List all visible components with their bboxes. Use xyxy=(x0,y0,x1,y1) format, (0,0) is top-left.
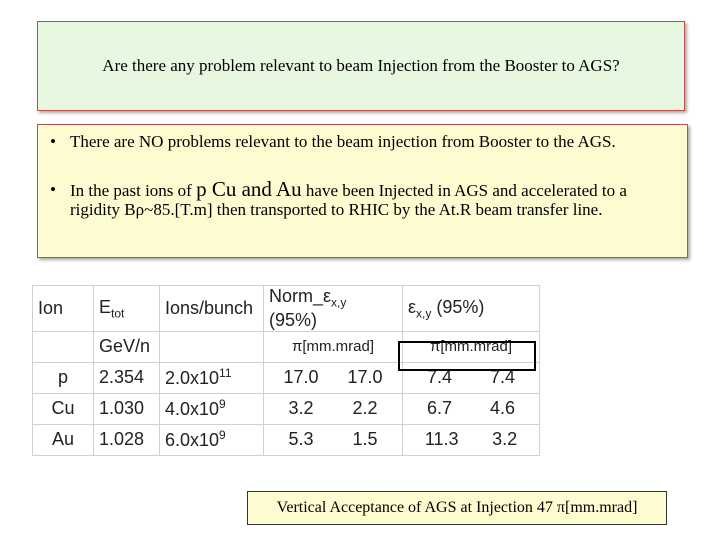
answer-box xyxy=(37,124,688,258)
acceptance-caption: Vertical Acceptance of AGS at Injection 47 π[mm.mrad] xyxy=(276,499,638,516)
bullet-2-ions: p Cu and Au xyxy=(196,177,302,201)
header-eps-sub: x,y xyxy=(416,306,432,321)
cell-energy: 2.354 xyxy=(94,362,160,393)
cell-ion: Cu xyxy=(33,393,94,424)
header-ions-bunch: Ions/bunch xyxy=(160,286,264,332)
table-row xyxy=(33,362,540,393)
table-row xyxy=(33,424,540,455)
cell-ion: p xyxy=(33,362,94,393)
cell-norm: 17.0 17.0 xyxy=(264,362,403,393)
table-unit-row xyxy=(33,331,540,362)
header-norm-suffix: (95%) xyxy=(269,309,318,330)
cell-ions-bunch: $2.0x10^{11}$ xyxy=(160,362,264,393)
cell-emittance: 7.4 7.4 xyxy=(403,362,540,393)
cell-energy: 1.028 xyxy=(94,424,160,455)
question-text: Are there any problem relevant to beam Injection from the Booster to AGS? xyxy=(102,56,620,75)
table-header-row xyxy=(33,286,540,332)
unit-emittance: π[mm.mrad] xyxy=(403,331,540,362)
cell-energy: 1.030 xyxy=(94,393,160,424)
header-energy-sub: tot xyxy=(111,306,125,321)
acceptance-caption-box xyxy=(247,491,667,525)
question-box xyxy=(37,21,685,111)
table-row xyxy=(33,393,540,424)
beam-parameter-table xyxy=(32,285,540,456)
bullet-2-text xyxy=(70,177,675,219)
unit-ion xyxy=(33,331,94,362)
header-eps-symbol: ε xyxy=(408,296,417,317)
header-emittance xyxy=(403,286,540,332)
cell-emittance: 6.7 4.6 xyxy=(403,393,540,424)
cell-norm: 3.2 2.2 xyxy=(264,393,403,424)
unit-energy: GeV/n xyxy=(94,331,160,362)
cell-emittance: 11.3 3.2 xyxy=(403,424,540,455)
bullet-2-pre: In the past ions of xyxy=(70,181,192,200)
unit-ions-bunch xyxy=(160,331,264,362)
bullet-2-marker: • xyxy=(50,180,56,199)
cell-norm: 5.3 1.5 xyxy=(264,424,403,455)
header-norm-symbol: Norm_ε xyxy=(269,286,332,306)
bullet-2-post: have been Injected in AGS and accelerated to a rigidity Bρ~85.[T.m] then transported to RHIC by the At.R beam transfer line. xyxy=(70,181,627,219)
header-norm-emittance xyxy=(264,286,403,332)
cell-ions-bunch: $4.0x10^9$ xyxy=(160,393,264,424)
bullet-1-marker: • xyxy=(50,132,56,151)
header-norm-sub: x,y xyxy=(331,295,347,310)
header-energy xyxy=(94,286,160,332)
cell-ion: Au xyxy=(33,424,94,455)
cell-ions-bunch: $6.0x10^9$ xyxy=(160,424,264,455)
header-eps-suffix: (95%) xyxy=(431,296,485,317)
header-energy-symbol: E xyxy=(99,296,112,317)
header-ion: Ion xyxy=(33,286,94,332)
unit-norm: π[mm.mrad] xyxy=(264,331,403,362)
bullet-1-text: There are NO problems relevant to the beam injection from Booster to the AGS. xyxy=(70,132,616,151)
